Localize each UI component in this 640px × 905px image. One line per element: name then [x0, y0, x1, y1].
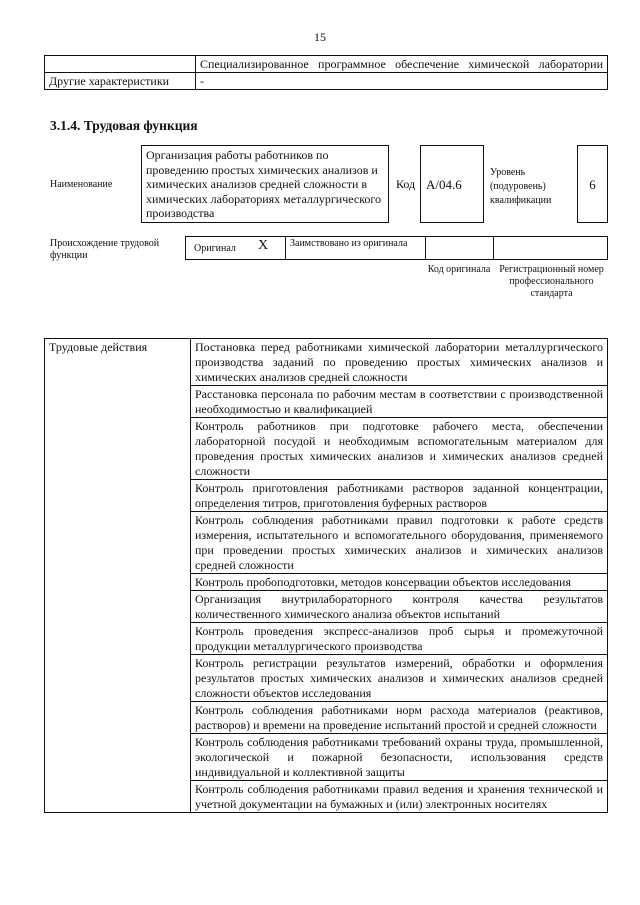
software-row [45, 56, 608, 73]
function-name-box: Организация работы работников по проведению простых химических анализов и химических анализов средней сложности в химических лабораториях металлургического производства [141, 145, 389, 223]
level-label: Уровень (подуровень) квалификации [490, 167, 552, 206]
page-number: 15 [314, 30, 326, 44]
labor-action-item: Контроль регистрации результатов измерений, обработки и оформления результатов простых химических анализов и химических анализов средней сложности объектов исследования [191, 655, 608, 702]
original-mark: X [258, 238, 269, 253]
table-row [45, 339, 608, 386]
other-characteristics-row [45, 73, 608, 90]
labor-action-item: Контроль проведения экспресс-анализов проб сырья и промежуточной продукции металлургического производства [191, 623, 608, 655]
original-cell [185, 236, 286, 260]
code-label: Код [396, 177, 416, 191]
labor-action-item: Организация внутрилабораторного контроля качества результатов количественного химического анализа объектов испытаний [191, 591, 608, 623]
section-heading: 3.1.4. Трудовая функция [50, 118, 198, 133]
labor-action-item: Контроль работников при подготовке рабочего места, обеспечении лабораторной посудой и необходимым вспомогательным материалом для проведения простых химических анализов и химических анализов средней сложности [191, 418, 608, 480]
labor-action-item: Постановка перед работниками химической лаборатории металлургического производства заданий по проведению простых химических анализов и химических анализов средней сложности [191, 339, 608, 386]
code-original-caption: Код оригинала [427, 264, 491, 275]
reg-number-caption: Регистрационный номер профессионального стандарта [499, 264, 604, 299]
code-original-cell [425, 236, 494, 260]
other-characteristics-label: Другие характеристики [45, 73, 196, 90]
labor-action-item: Контроль соблюдения работниками требований охраны труда, промышленной, экологической и пожарной безопасности, использования средств индивидуальной и коллективной защиты [191, 734, 608, 781]
labor-action-item: Расстановка персонала по рабочим местам в соответствии с производственной необходимостью и квалификацией [191, 386, 608, 418]
labor-action-item: Контроль соблюдения работниками правил ведения и хранения технической и учетной документации на бумажных и (или) электронных носителях [191, 781, 608, 813]
reg-number-cell [493, 236, 608, 260]
empty-cell [45, 56, 196, 73]
labor-action-item: Контроль пробоподготовки, методов консервации объектов исследования [191, 574, 608, 591]
origin-boxes [185, 236, 608, 260]
labor-action-item: Контроль соблюдения работниками норм расхода материалов (реактивов, растворов) и времени на проведение испытаний простой и средней сложности [191, 702, 608, 734]
characteristics-table [44, 55, 608, 90]
labor-action-item: Контроль соблюдения работниками правил подготовки к работе средств измерения, испытательного и вспомогательного оборудования, применяемого при проведении простых химических анализов и химических анализов средней сложности [191, 512, 608, 574]
other-characteristics-value: - [196, 73, 608, 90]
level-box: 6 [577, 145, 608, 223]
original-label: Оригинал [194, 243, 236, 254]
labor-action-item: Контроль приготовления работниками растворов заданной концентрации, определения титров, приготовления буферных растворов [191, 480, 608, 512]
function-code-box: A/04.6 [420, 145, 484, 223]
origin-label: Происхождение трудовой функции [50, 238, 160, 261]
borrowed-cell: Заимствовано из оригинала [285, 236, 426, 260]
name-label: Наименование [50, 179, 113, 190]
labor-actions-table [44, 338, 608, 813]
software-cell: Специализированное программное обеспечение химической лаборатории [196, 56, 608, 73]
labor-actions-label: Трудовые действия [45, 339, 191, 813]
